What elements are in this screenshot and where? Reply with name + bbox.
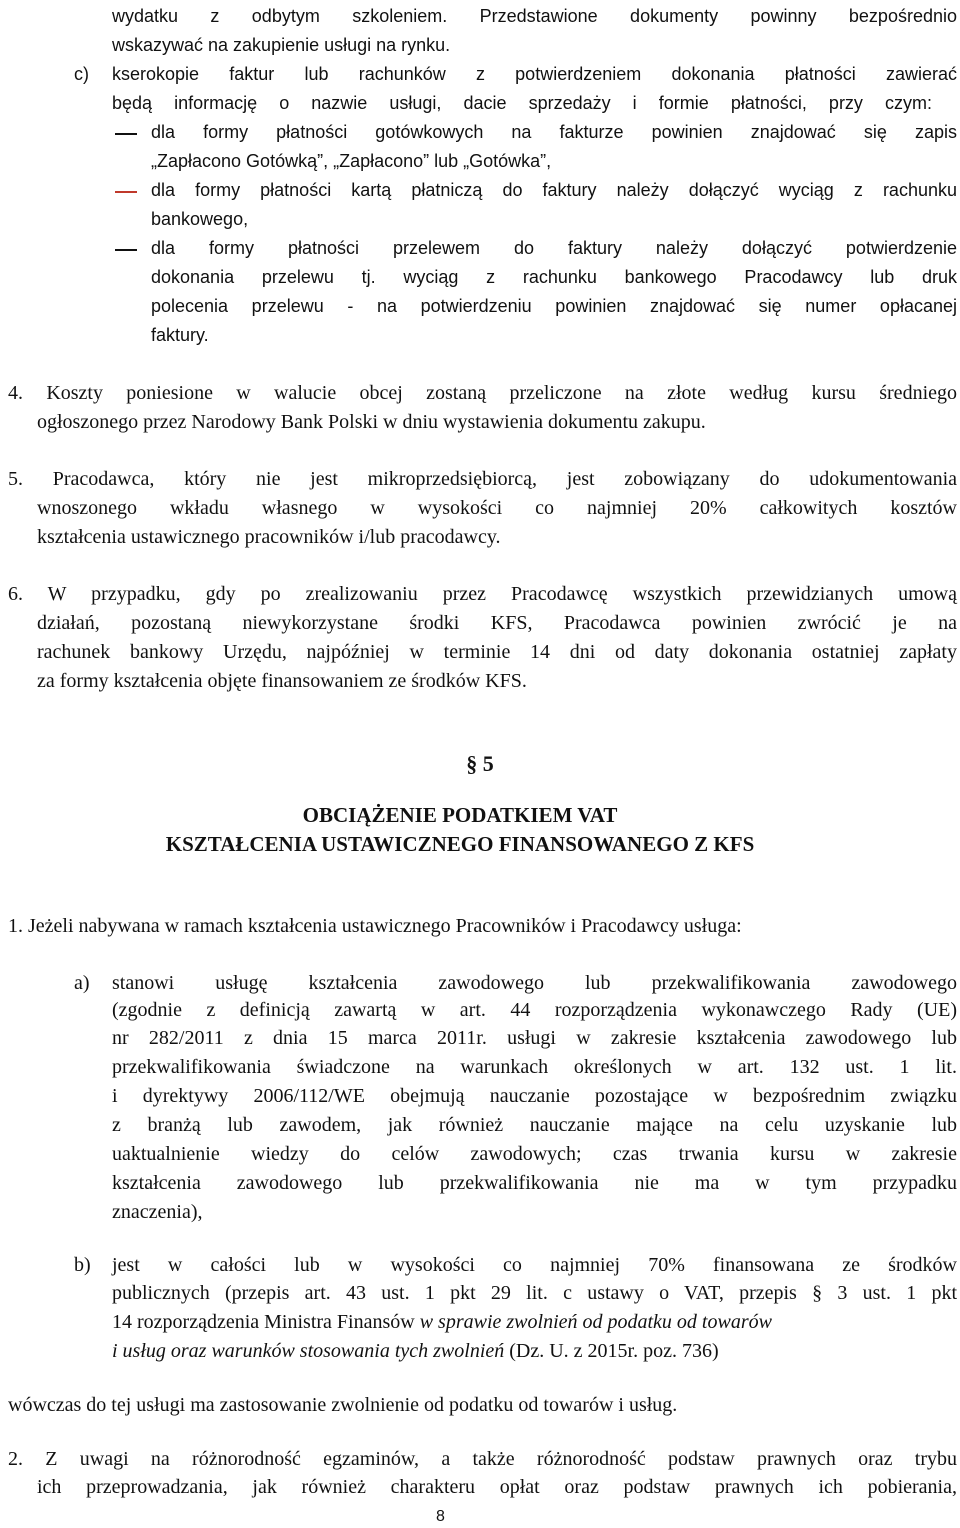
paragraph-5-line: wnoszonego wkładu własnego w wysokości co najmniej 20% całkowitych kosztów [37, 497, 957, 519]
text-line: będą informację o nazwie usługi, dacie sprzedaży i formie płatności, przy czym: [112, 93, 932, 113]
section-number: § 5 [466, 751, 494, 776]
text-line: „Zapłacono Gotówką”, „Zapłacono” lub „Gotówka”, [151, 151, 552, 171]
list-item-a-line: z branżą lub zawodem, jak również nauczanie mające na celu uzyskanie lub [112, 1114, 957, 1136]
text-line: dla formy płatności kartą płatniczą do faktury należy dołączyć wyciąg z rachunku [151, 180, 957, 200]
paragraph-6-line: za formy kształcenia objęte finansowaniem ze środków KFS. [37, 670, 527, 692]
text-line: dla formy płatności przelewem do faktury należy dołączyć potwierdzenie [151, 238, 957, 258]
page-number: 8 [436, 1508, 445, 1525]
dash-bullet [115, 249, 137, 251]
section-title: KSZTAŁCENIA USTAWICZNEGO FINANSOWANEGO Z KFS [165, 832, 755, 856]
text-line: wskazywać na zakupienie usługi na rynku. [112, 35, 451, 55]
list-item-a-line: i dyrektywy 2006/112/WE obejmują nauczanie pozostające w bezpośrednim związku [112, 1085, 957, 1107]
paragraph-6-line: rachunek bankowy Urzędu, najpóźniej w terminie 14 dni od daty dokonania ostatniej zapłaty [37, 641, 957, 663]
list-item-a-line: przekwalifikowania świadczone na warunkach określonych w art. 132 ust. 1 lit. [112, 1056, 957, 1078]
list-label-a: a) [74, 972, 90, 994]
section-point-1: 1. Jeżeli nabywana w ramach kształcenia ustawicznego Pracowników i Pracodawcy usługa: [8, 915, 742, 937]
list-item-a-line: nr 282/2011 z dnia 15 marca 2011r. usługi w zakresie kształcenia zawodowego lub [112, 1027, 957, 1049]
dash-bullet [115, 191, 137, 193]
paragraph-5-line: 5. Pracodawca, który nie jest mikroprzedsiębiorcą, jest zobowiązany do udokumentowania [8, 468, 957, 490]
list-item-b-text: 14 rozporządzenia Ministra Finansów [112, 1311, 420, 1333]
text-line: wydatku z odbytym szkoleniem. Przedstawione dokumenty powinny bezpośrednio [112, 6, 957, 26]
list-label-c: c) [74, 64, 89, 84]
list-item-a-line: znaczenia), [112, 1201, 203, 1223]
section-point-2-line: ich przeprowadzania, jak również charakteru opłat oraz podstaw prawnych ich pobierania, [37, 1476, 957, 1498]
list-item-b-line [112, 1310, 772, 1334]
text-line: dla formy płatności gotówkowych na fakturze powinien znajdować się zapis [151, 122, 957, 142]
conclusion-line: wówczas do tej usługi ma zastosowanie zwolnienie od podatku od towarów i usług. [8, 1394, 678, 1416]
list-item-b-text: w sprawie zwolnień od podatku od towarów [419, 1311, 772, 1333]
paragraph-4-line: 4. Koszty poniesione w walucie obcej zostaną przeliczone na złote według kursu średniego [8, 382, 957, 404]
dash-bullet [115, 133, 137, 135]
text-line: kserokopie faktur lub rachunków z potwierdzeniem dokonania płatności zawierać [112, 64, 957, 84]
section-title: OBCIĄŻENIE PODATKIEM VAT [302, 803, 618, 827]
list-item-b-line [112, 1339, 719, 1363]
paragraph-6-line: 6. W przypadku, gdy po zrealizowaniu przez Pracodawcę wszystkich przewidzianych umową [8, 583, 957, 605]
list-item-b-text: (Dz. U. z 2015r. poz. 736) [504, 1340, 719, 1362]
list-item-a-line: (zgodnie z definicją zawartą w art. 44 rozporządzenia wykonawczego Rady (UE) [112, 999, 957, 1021]
list-item-b-line: publicznych (przepis art. 43 ust. 1 pkt 29 lit. c ustawy o VAT, przepis § 3 ust. 1 pkt [112, 1282, 957, 1304]
list-item-a-line: kształcenia zawodowego lub przekwalifikowania nie ma w tym przypadku [112, 1172, 957, 1194]
text-line: faktury. [151, 325, 209, 345]
list-item-b-line: jest w całości lub w wysokości co najmniej 70% finansowana ze środków [112, 1254, 957, 1276]
paragraph-5-line: kształcenia ustawicznego pracowników i/lub pracodawcy. [37, 526, 501, 548]
paragraph-6-line: działań, pozostaną niewykorzystane środki KFS, Pracodawca powinien zwrócić je na [37, 612, 957, 634]
list-item-a-line: uaktualnienie wiedzy do celów zawodowych; czas trwania kursu w zakresie [112, 1143, 957, 1165]
paragraph-4-line: ogłoszonego przez Narodowy Bank Polski w dniu wystawienia dokumentu zakupu. [37, 411, 706, 433]
section-point-2-line: 2. Z uwagi na różnorodność egzaminów, a także różnorodność podstaw prawnych oraz trybu [8, 1448, 957, 1470]
text-line: polecenia przelewu - na potwierdzeniu powinien znajdować się numer opłacanej [151, 296, 957, 316]
text-line: dokonania przelewu tj. wyciąg z rachunku bankowego Pracodawcy lub druk [151, 267, 957, 287]
text-line: bankowego, [151, 209, 249, 229]
list-label-b: b) [74, 1254, 91, 1276]
list-item-a-line: stanowi usługę kształcenia zawodowego lub przekwalifikowania zawodowego [112, 972, 957, 994]
list-item-b-text: i usług oraz warunków stosowania tych zwolnień [112, 1340, 505, 1362]
